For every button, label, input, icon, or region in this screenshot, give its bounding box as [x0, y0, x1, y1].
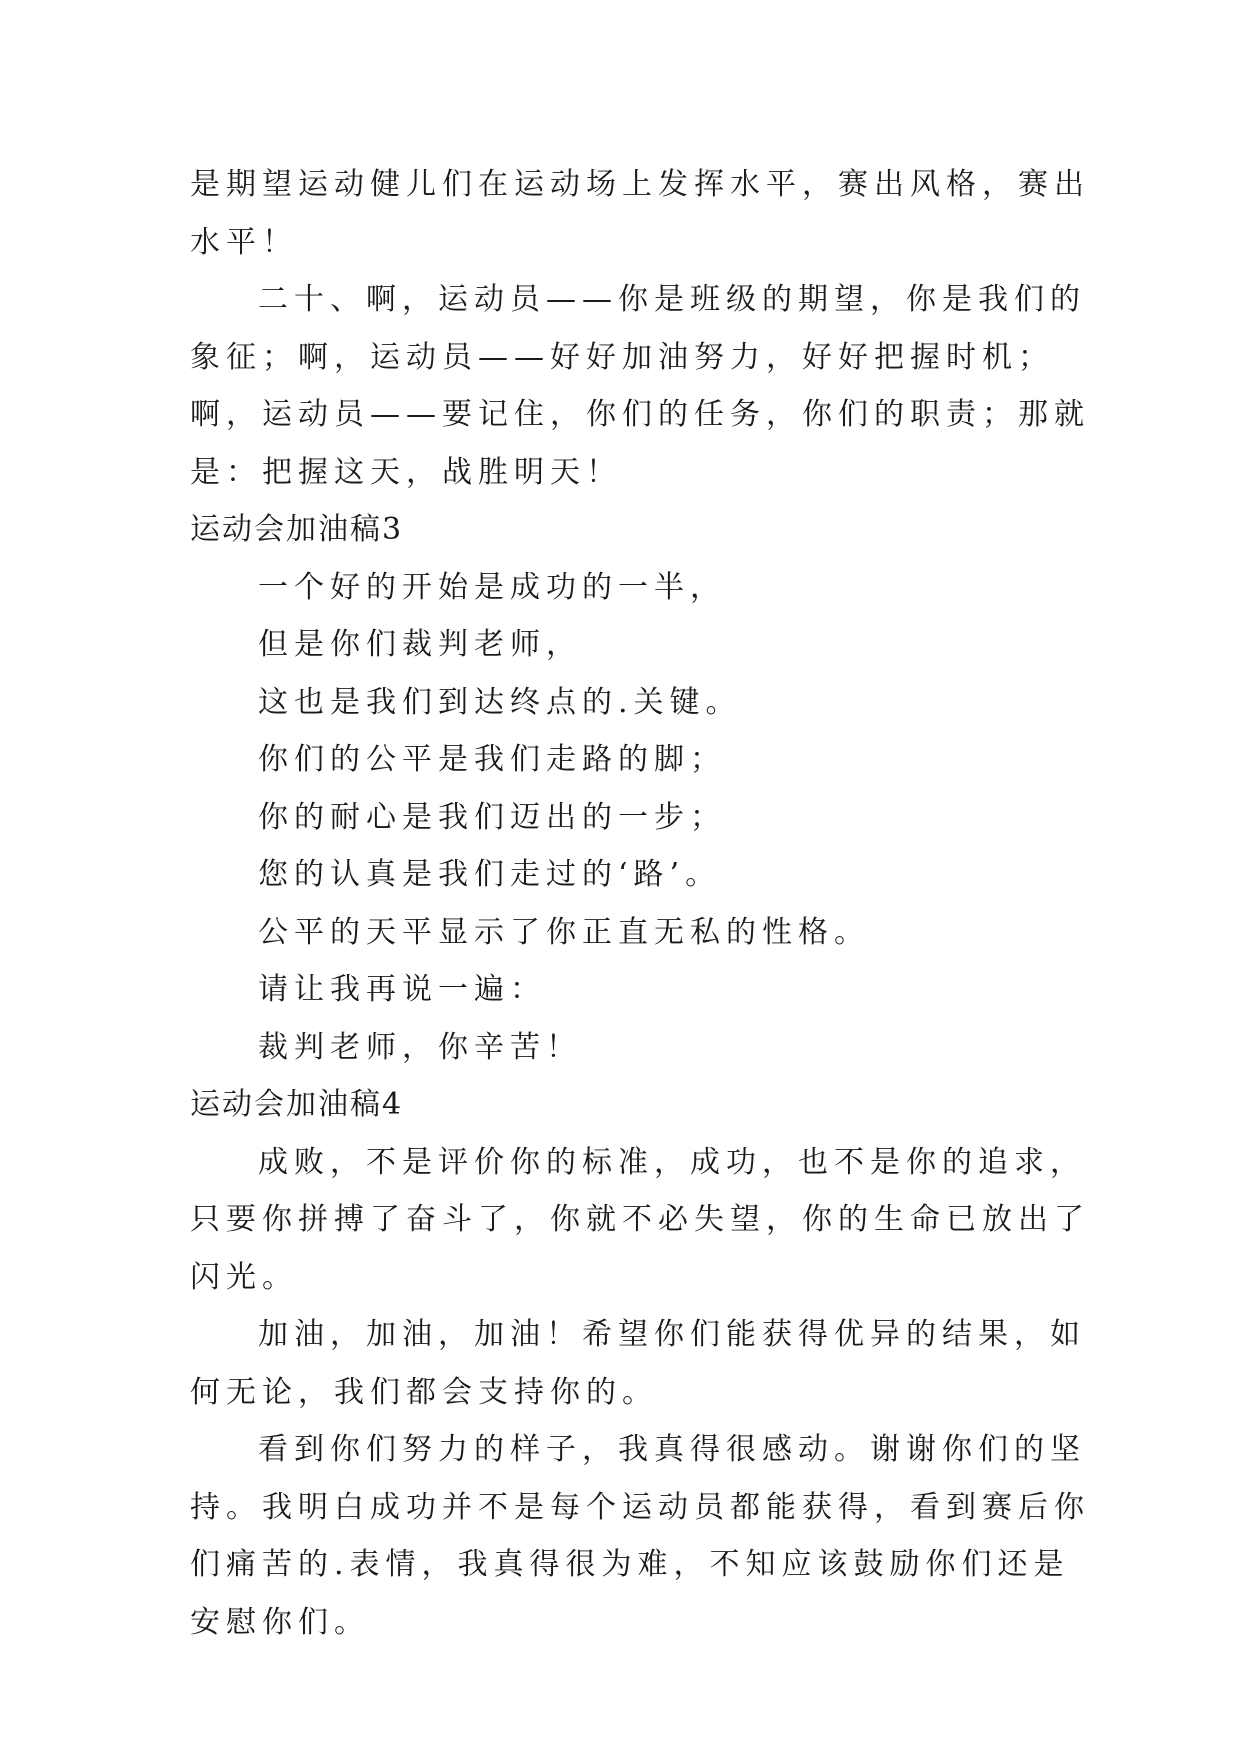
- poem-line: 请让我再说一遍：: [258, 972, 546, 1007]
- paragraph: 二十、啊，运动员——你是班级的期望，你是我们的象征；啊，运动员——好好加油努力，好好把握时机；啊，运动员——要记住，你们的任务，你们的职责；那就是：把握这天，战胜明天！: [190, 282, 1090, 490]
- paragraph: 看到你们努力的样子，我真得很感动。谢谢你们的坚持。我明白成功并不是每个运动员都能获得，看到赛后你们痛苦的.表情，我真得很为难，不知应该鼓励你们还是安慰你们。: [190, 1432, 1090, 1640]
- poem-line: 这也是我们到达终点的.关键。: [258, 684, 742, 720]
- poem-line: 你们的公平是我们走路的脚；: [258, 742, 726, 777]
- poem-line: 你的耐心是我们迈出的一步；: [258, 799, 726, 835]
- poem-line: 您的认真是我们走过的‘路’。: [258, 857, 722, 892]
- poem-line: 裁判老师，你辛苦！: [258, 1029, 582, 1065]
- poem-line: 一个好的开始是成功的一半，: [258, 569, 726, 605]
- paragraph: 成败，不是评价你的标准，成功，也不是你的追求，只要你拼搏了奋斗了，你就不必失望，你的生命已放出了闪光。: [190, 1144, 1090, 1295]
- section-heading: 运动会加油稿4: [190, 1087, 404, 1122]
- paragraph: 加油，加油，加油！希望你们能获得优异的结果，如何无论，我们都会支持你的。: [190, 1317, 1086, 1410]
- document-body: [190, 156, 1090, 1651]
- poem-line: 公平的天平显示了你正直无私的性格。: [258, 914, 870, 950]
- paragraph: 是期望运动健儿们在运动场上发挥水平，赛出风格，赛出水平！: [190, 167, 1090, 260]
- section-heading: 运动会加油稿3: [190, 512, 404, 547]
- poem-line: 但是你们裁判老师，: [258, 627, 582, 662]
